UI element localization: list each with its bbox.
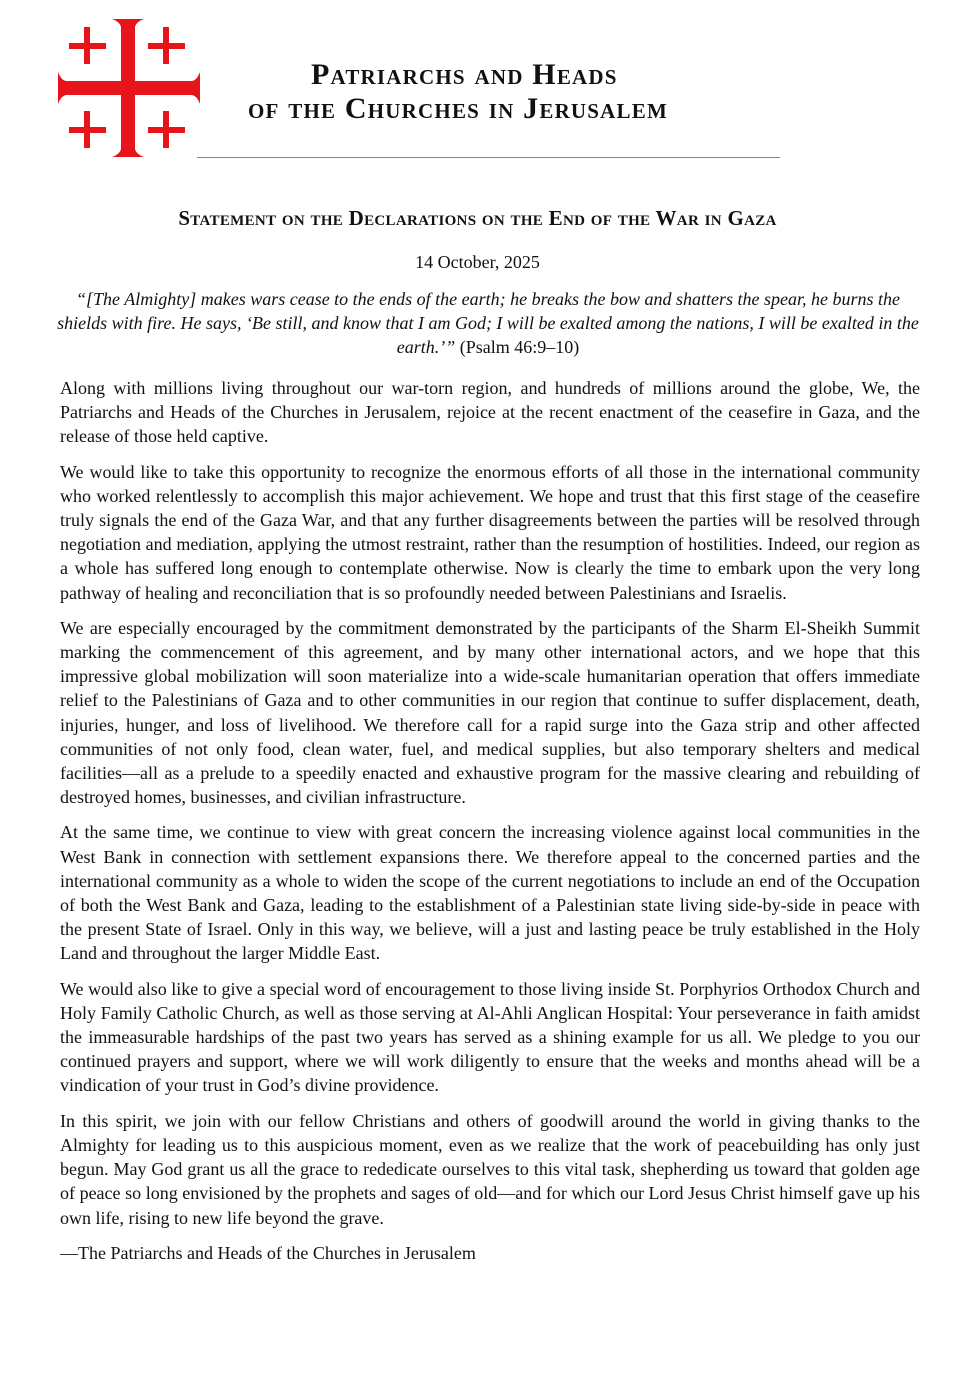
paragraph: In this spirit, we join with our fellow Christians and others of goodwill around the world in giving thanks to the Almighty for leading us to this auspicious moment, even as we realize that the work of peacebuilding has only just begun. May God grant us all the grace to rededicate ourselves to this vital task, shepherding us toward that golden age of peace so long envisioned by the prophets and sages of old—and for which our Lord Jesus Christ himself gave up his own life, rising to new life beyond the grave.: [60, 1110, 920, 1228]
organization-name-line1: Patriarchs and Heads: [311, 58, 618, 91]
paragraph: We would also like to give a special word of encouragement to those living inside St. Porphyrios Orthodox Church and Holy Family Catholic Church, as well as those serving at Al-Ahli Anglican Hospital: Your perseverance in faith amidst the immeasurable hardships of the past two years has served as a shining example for us all. We pledge to you our continued prayers and support, where we will work diligently to ensure that the weeks and months ahead will be a vindication of your trust in God’s divine providence.: [60, 978, 920, 1096]
jerusalem-cross-icon: [58, 17, 200, 159]
epigraph-quote: “[The Almighty] makes wars cease to the ends of the earth; he breaks the bow and shatters the spear, he burns the shields with fire. He says, ‘Be still, and know that I am God; I will be exalted among the nations, I will be exalted in the earth.’”: [57, 289, 919, 357]
header-divider: [197, 157, 780, 158]
statement-title: Statement on the Declarations on the End of the War in Gaza: [178, 206, 777, 230]
statement-body: [60, 376, 920, 1276]
paragraph: We would like to take this opportunity to recognize the enormous efforts of all those in the international community who worked relentlessly to accomplish this major achievement. We hope and trust that this first stage of the ceasefire truly signals the end of the Gaza War, and that any further disagreements between the parties will be resolved through negotiation and mediation, applying the utmost restraint, rather than the resumption of hostilities. Indeed, our region as a whole has suffered long enough to contemplate otherwise. Now is clearly the time to embark upon the very long pathway of healing and reconciliation that is so profoundly needed between Palestinians and Israelis.: [60, 461, 920, 603]
paragraph: We are especially encouraged by the commitment demonstrated by the participants of the Sharm El-Sheikh Summit marking the commencement of this agreement, and by many other international actors, and we hope that this impressive global mobilization will soon materialize into a wide-scale humanitarian operation that offers immediate relief to the Palestinians of Gaza and to other communities in our region that continue to suffer displacement, death, injuries, hunger, and loss of livelihood. We therefore call for a rapid surge into the Gaza strip and other affected communities of not only food, clean water, fuel, and medical supplies, but also temporary shelters and medical facilities—all as a prelude to a speedily enacted and exhaustive program for the massive clearing and rebuilding of destroyed homes, businesses, and civilian infrastructure.: [60, 617, 920, 808]
epigraph: [55, 287, 921, 359]
statement-date: 14 October, 2025: [415, 252, 540, 272]
organization-name-line2: of the Churches in Jerusalem: [248, 92, 668, 125]
epigraph-citation: (Psalm 46:9–10): [459, 337, 580, 357]
paragraph: At the same time, we continue to view with great concern the increasing violence against local communities in the West Bank in connection with settlement expansions there. We therefore appeal to the concerned parties and the international community as a whole to widen the scope of the current negotiations to include an end of the Occupation of both the West Bank and Gaza, leading to the establishment of a Palestinian state living side-by-side in peace with the present State of Israel. Only in this way, we believe, will a just and lasting peace be truly established in the Holy Land and throughout the larger Middle East.: [60, 822, 920, 964]
paragraph: Along with millions living throughout our war-torn region, and hundreds of millions around the globe, We, the Patriarchs and Heads of the Churches in Jerusalem, rejoice at the recent enactment of the ceasefire in Gaza, and the release of those held captive.: [60, 378, 920, 447]
signature: —The Patriarchs and Heads of the Churches in Jerusalem: [60, 1242, 476, 1263]
organization-name: [248, 58, 808, 126]
